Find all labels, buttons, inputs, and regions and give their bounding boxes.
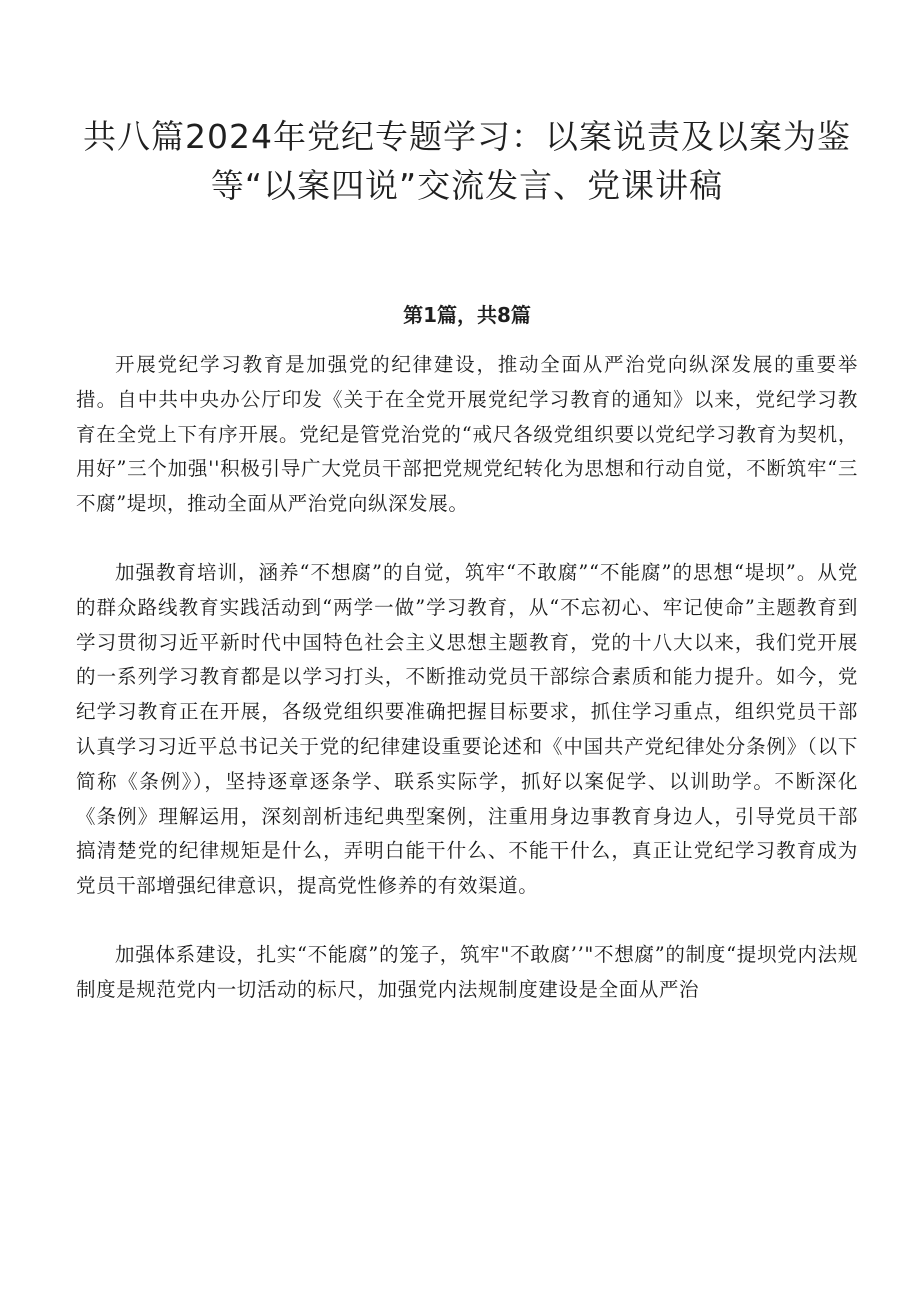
title-line-1: 共八篇2024年党纪专题学习：以案说责及以案为鉴 (83, 117, 851, 156)
part-indicator: 第1篇，共8篇 (403, 303, 531, 327)
document-title (76, 112, 858, 210)
paragraph-2: 加强教育培训，涵养“不想腐”的自觉，筑牢“不敢腐”“不能腐”的思想“堤坝”。从党的群众路线教育实践活动到“两学一做”学习教育，从“不忘初心、牢记使命”主题教育到学习贯彻习近平新时代中国特色社会主义思想主题教育，党的十八大以来，我们党开展的一系列学习教育都是以学习打头，不断推动党员干部综合素质和能力提升。如今，党纪学习教育正在开展，各级党组织要准确把握目标要求，抓住学习重点，组织党员干部认真学习习近平总书记关于党的纪律建设重要论述和《中国共产党纪律处分条例》（以下简称《条例》），坚持逐章逐条学、联系实际学，抓好以案促学、以训助学。不断深化《条例》理解运用，深刻剖析违纪典型案例，注重用身边事教育身边人，引导党员干部搞清楚党的纪律规矩是什么，弄明白能干什么、不能干什么，真正让党纪学习教育成为党员干部增强纪律意识，提高党性修养的有效渠道。 (76, 560, 858, 898)
paragraph-1: 开展党纪学习教育是加强党的纪律建设，推动全面从严治党向纵深发展的重要举措。自中共中央办公厅印发《关于在全党开展党纪学习教育的通知》以来，党纪学习教育在全党上下有序开展。党纪是管党治党的“戒尺各级党组织要以党纪学习教育为契机，用好”三个加强''积极引导广大党员干部把党规党纪转化为思想和行动自觉，不断筑牢“三不腐”堤坝，推动全面从严治党向纵深发展。 (76, 353, 858, 516)
title-line-2: 等“以案四说”交流发言、党课讲稿 (210, 166, 724, 205)
paragraph-3: 加强体系建设，扎实“不能腐”的笼子，筑牢"不敢腐’’"不想腐”的制度“提坝党内法规制度是规范党内一切活动的标尺，加强党内法规制度建设是全面从严治 (76, 942, 858, 1001)
document-body (76, 348, 858, 1008)
